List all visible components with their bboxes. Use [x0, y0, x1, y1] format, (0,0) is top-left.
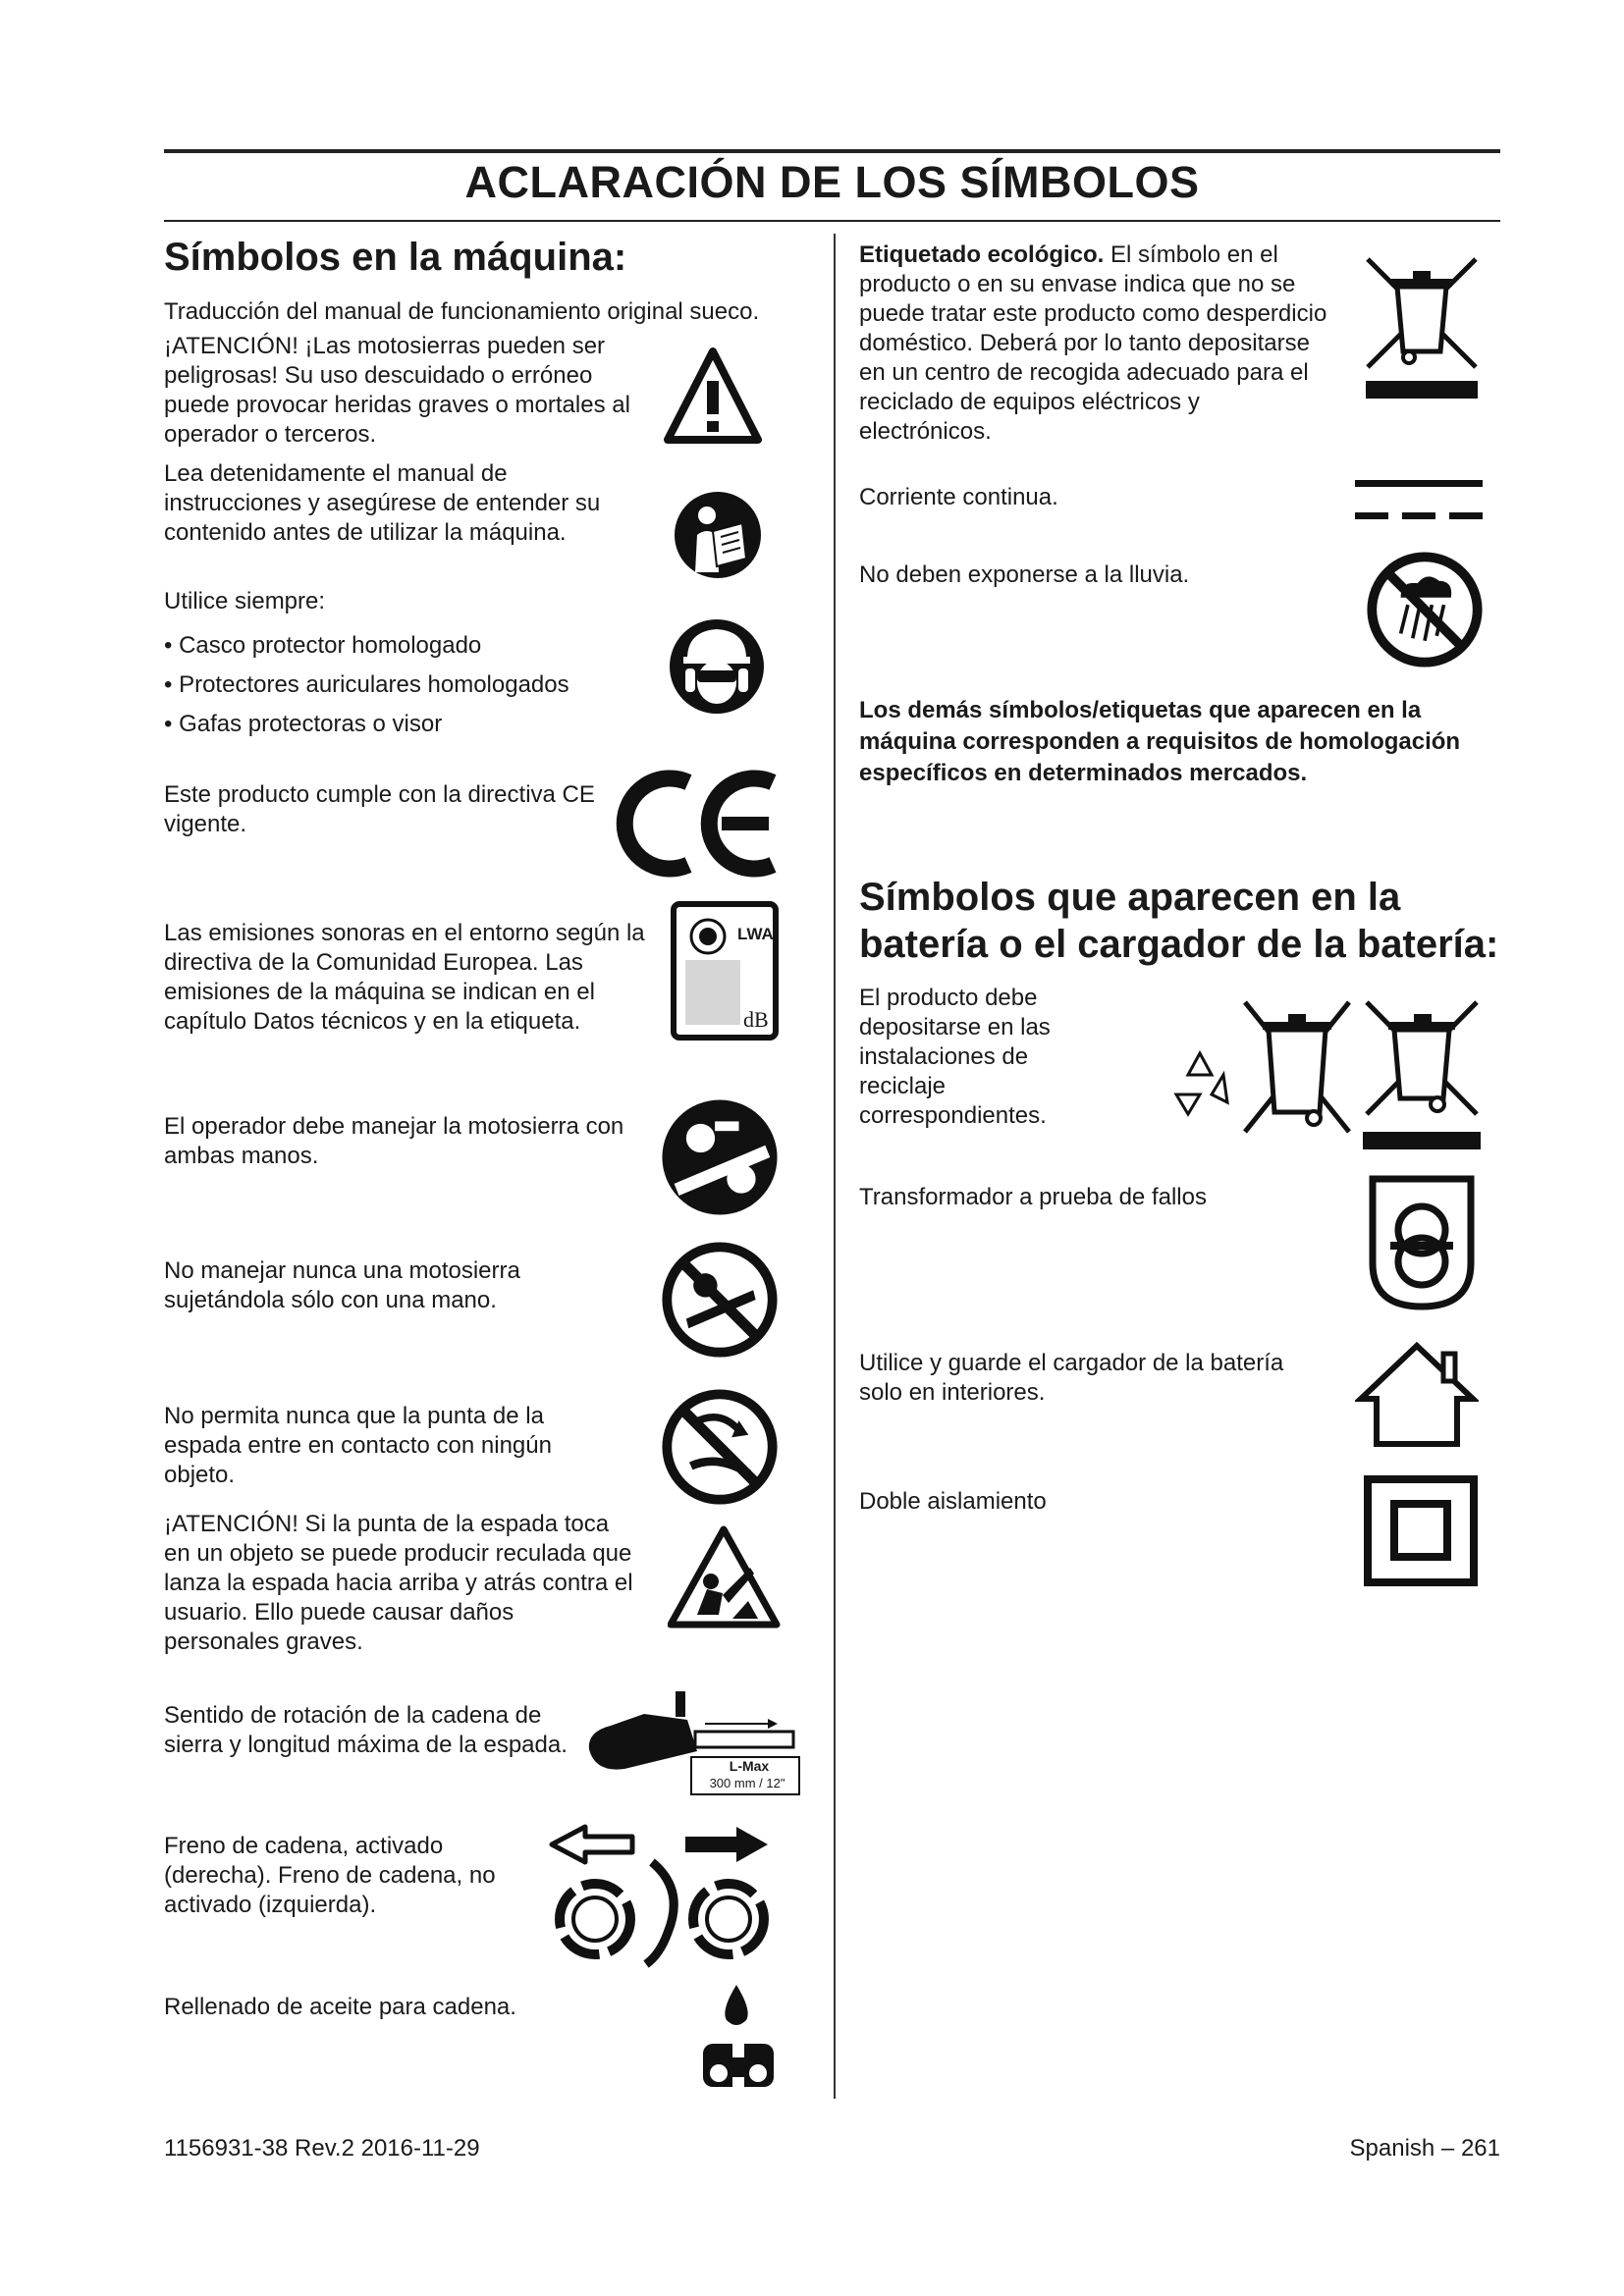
double-insulation-text: Doble aislamiento [859, 1488, 1047, 1515]
chain-oil-text: Rellenado de aceite para cadena. [164, 1994, 516, 2020]
transformer-text: Transformador a prueba de fallos [859, 1184, 1207, 1210]
chain-oil-icon [695, 1983, 782, 2099]
eco-label-title: Etiquetado ecológico. [859, 241, 1105, 268]
chain-brake-icon [540, 1823, 781, 1968]
always-use-label: Utilice siempre: [164, 588, 326, 614]
protective-gear-icon [668, 614, 766, 720]
warning-triangle-icon [664, 344, 762, 448]
one-hand-text: No manejar nunca una motosierra sujetándola sólo con una mano. [164, 1257, 520, 1313]
double-insulation-icon [1363, 1474, 1479, 1587]
read-manual-text: Lea detenidamente el manual de instrucciones y asegúrese de entender su contenido antes de utilizar la máquina. [164, 460, 601, 546]
noise-label-icon [671, 901, 779, 1041]
title-bottom-rule [164, 220, 1500, 222]
no-rain-icon [1365, 550, 1485, 669]
footer-language: Spanish [1349, 2135, 1435, 2162]
chain-rotation-icon [581, 1686, 802, 1796]
indoor-use-text: Utilice y guarde el cargador de la batería solo en interiores. [859, 1350, 1284, 1406]
direct-current-icon [1355, 476, 1483, 525]
weee-bin-icon [1360, 253, 1483, 402]
two-hands-icon [660, 1096, 780, 1218]
page-title: ACLARACIÓN DE LOS SÍMBOLOS [464, 157, 1200, 207]
translation-note: Traducción del manual de funcionamiento original sueco. [164, 298, 760, 325]
direct-current-text: Corriente continua. [859, 484, 1058, 510]
lmax-value: 300 mm / 12" [709, 1776, 785, 1790]
battery-recycle-icon [1166, 996, 1486, 1155]
page-number: 261 [1460, 2135, 1500, 2162]
column-divider [834, 234, 836, 2099]
page-footer-right [1350, 2135, 1500, 2163]
no-rain-text: No deben exponerse a la lluvia. [859, 561, 1190, 588]
recycling-arrows-graphic [1176, 1053, 1227, 1114]
other-symbols-text: Los demás símbolos/etiquetas que aparecen en la máquina corresponden a requisitos de homologación específicos en determinados mercados. [859, 697, 1461, 786]
failsafe-transformer-icon [1367, 1173, 1477, 1312]
noise-emission-text: Las emisiones sonoras en el entorno según la directiva de la Comunidad Europea. Las emisiones de la máquina se indican en el capítulo Datos técnicos y en la etiqueta. [164, 920, 645, 1035]
lwa-label: LWA [737, 925, 774, 943]
eco-label-description: El símbolo en el producto o en su envase indica que no se puede tratar este producto como desperdicio doméstico. Deberá por lo tanto depositarse en un centro de recogida adecuado para el reciclado de equipos eléctricos y electrónicos. [859, 241, 1327, 445]
recycle-text: El producto debe depositarse en las instalaciones de reciclaje correspondientes. [859, 985, 1051, 1129]
list-item: • Gafas protectoras o visor [164, 705, 635, 744]
chain-brake-text: Freno de cadena, activado (derecha). Freno de cadena, no activado (izquierda). [164, 1833, 496, 1918]
kickback-warning-icon [668, 1524, 781, 1630]
footer-separator: – [1440, 2135, 1455, 2162]
battery-symbols-heading: Símbolos que aparecen en la batería o el cargador de la batería: [859, 876, 1499, 966]
eco-label-text [859, 240, 1335, 447]
warning-text: ¡ATENCIÓN! ¡Las motosierras pueden ser peligrosas! Su uso descuidado o erróneo puede provocar heridas graves o mortales al operador o terceros. [164, 333, 630, 448]
title-top-rule [164, 149, 1500, 153]
lmax-label: L-Max [729, 1758, 770, 1774]
ce-text: Este producto cumple con la directiva CE vigente. [164, 781, 595, 837]
read-manual-icon [674, 486, 762, 584]
db-label: dB [743, 1007, 769, 1032]
list-item: • Protectores auriculares homologados [164, 666, 635, 705]
protective-equipment-list [164, 626, 635, 744]
machine-symbols-heading: Símbolos en la máquina: [164, 236, 627, 279]
no-one-hand-icon [660, 1239, 780, 1361]
no-tip-contact-icon [660, 1386, 780, 1508]
house-icon [1355, 1340, 1479, 1450]
list-item: • Casco protector homologado [164, 626, 635, 666]
chain-rotation-text: Sentido de rotación de la cadena de sierra y longitud máxima de la espada. [164, 1702, 568, 1758]
ce-mark-icon [612, 769, 784, 879]
document-id: 1156931-38 Rev.2 2016-11-29 [164, 2135, 480, 2162]
tip-contact-text: No permita nunca que la punta de la espada entre en contacto con ningún objeto. [164, 1403, 552, 1488]
two-hands-text: El operador debe manejar la motosierra con ambas manos. [164, 1113, 624, 1169]
kickback-warning-text: ¡ATENCIÓN! Si la punta de la espada toca en un objeto se puede producir reculada que lanza la espada hacia arriba y atrás contra el usuario. Ello puede causar daños personales graves. [164, 1511, 633, 1655]
